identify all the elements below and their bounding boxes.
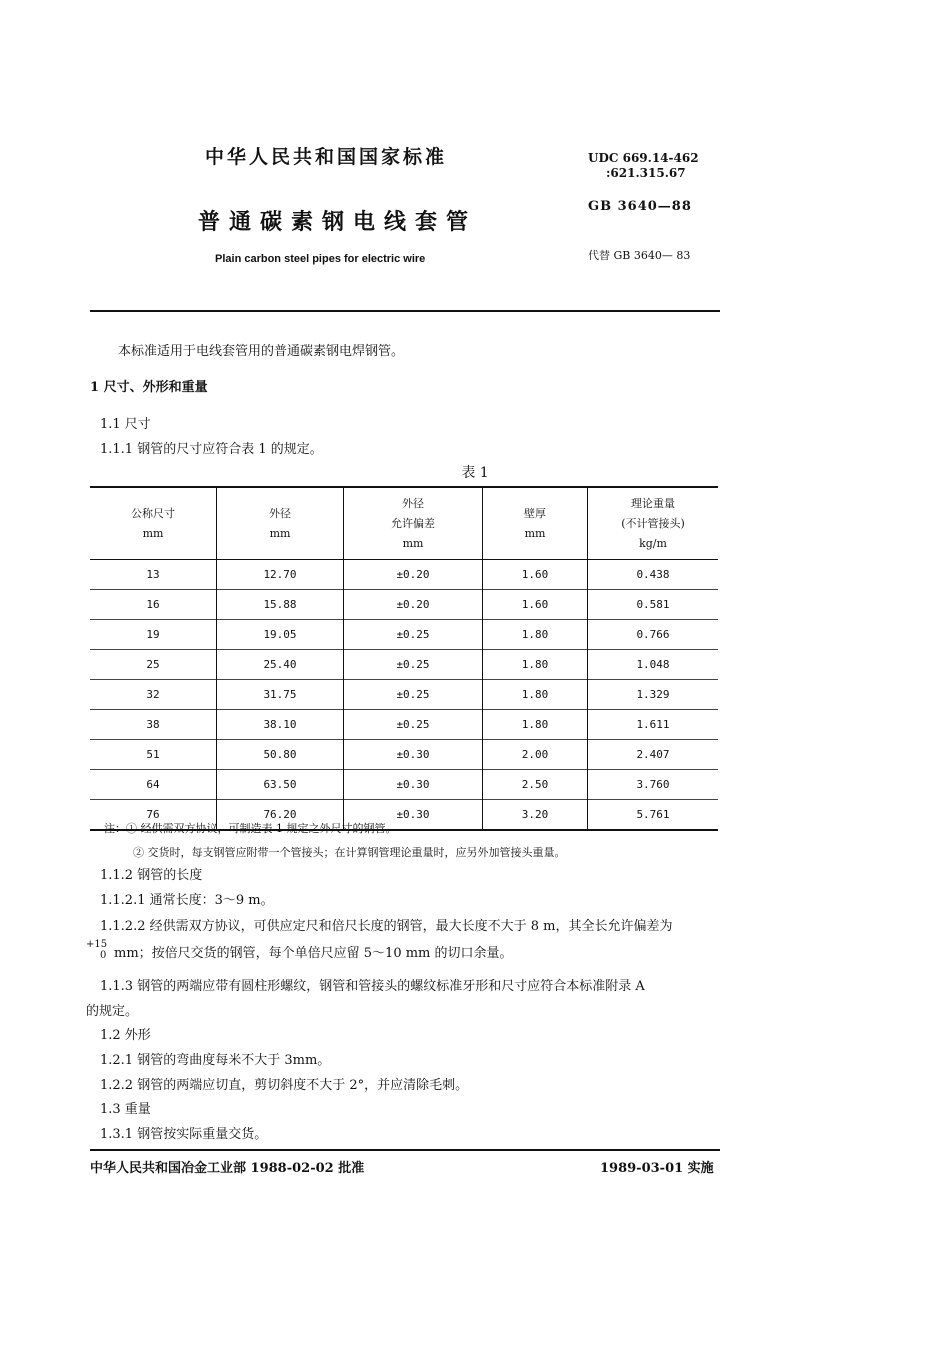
table-cell: ±0.30 bbox=[344, 770, 483, 800]
table-cell: 5.761 bbox=[588, 800, 719, 831]
header-line: 公称尺寸 bbox=[131, 506, 175, 520]
table-cell: 0.438 bbox=[588, 560, 719, 590]
section-1-1-1-text: 1.1.1 钢管的尺寸应符合表 1 的规定。 bbox=[100, 442, 323, 457]
header-line: mm bbox=[402, 536, 424, 550]
col-header-od-tolerance bbox=[344, 487, 483, 560]
header-line: mm bbox=[269, 526, 291, 540]
table-cell: 12.70 bbox=[217, 560, 344, 590]
section-1-2-heading: 1.2 外形 bbox=[100, 1028, 151, 1043]
table-cell: 25 bbox=[90, 650, 217, 680]
approval-note: 中华人民共和国冶金工业部 1988-02-02 批准 bbox=[90, 1161, 365, 1176]
table-cell: 51 bbox=[90, 740, 217, 770]
header-line: mm bbox=[524, 526, 546, 540]
table-cell: ±0.20 bbox=[344, 560, 483, 590]
table-note-2: ② 交货时，每支钢管应附带一个管接头；在计算钢管理论重量时，应另外加管接头重量。 bbox=[133, 846, 566, 859]
table-cell: 19.05 bbox=[217, 620, 344, 650]
table-row bbox=[90, 590, 718, 620]
header-line: 允许偏差 bbox=[391, 516, 435, 530]
section-1-3-1-text: 1.3.1 钢管按实际重量交货。 bbox=[100, 1127, 268, 1142]
table-cell: 19 bbox=[90, 620, 217, 650]
section-1-heading: 1 尺寸、外形和重量 bbox=[90, 380, 208, 395]
table-header-row bbox=[90, 487, 718, 560]
table-row bbox=[90, 650, 718, 680]
table-row bbox=[90, 710, 718, 740]
table-cell: 1.329 bbox=[588, 680, 719, 710]
table-cell: 38.10 bbox=[217, 710, 344, 740]
section-1-1-3-continued: 的规定。 bbox=[86, 1004, 139, 1019]
table-cell: 76 bbox=[90, 800, 217, 831]
section-1-3-heading: 1.3 重量 bbox=[100, 1102, 151, 1117]
header-line: 外径 bbox=[269, 506, 291, 520]
table-cell: 76.20 bbox=[217, 800, 344, 831]
table-cell: 0.581 bbox=[588, 590, 719, 620]
table-cell: 1.611 bbox=[588, 710, 719, 740]
table-caption: 表 1 bbox=[461, 465, 489, 481]
header-line: 壁厚 bbox=[524, 506, 546, 520]
table-cell: 1.60 bbox=[483, 590, 588, 620]
table-cell: ±0.20 bbox=[344, 590, 483, 620]
table-cell: ±0.30 bbox=[344, 740, 483, 770]
header-rule bbox=[90, 310, 720, 312]
col-header-nominal-size bbox=[90, 487, 217, 560]
section-1-1-2-heading: 1.1.2 钢管的长度 bbox=[100, 868, 203, 883]
col-header-theoretical-weight bbox=[588, 487, 719, 560]
section-1-1-2-1-text: 1.1.2.1 通常长度：3～9 m。 bbox=[100, 893, 274, 908]
table-cell: ±0.30 bbox=[344, 800, 483, 831]
table-row bbox=[90, 620, 718, 650]
table-cell: 15.88 bbox=[217, 590, 344, 620]
document-title-en: Plain carbon steel pipes for electric wire bbox=[215, 253, 426, 265]
table-cell: 1.60 bbox=[483, 560, 588, 590]
udc-code-line2: :621.315.67 bbox=[606, 166, 686, 180]
table-cell: 3.760 bbox=[588, 770, 719, 800]
footer-rule bbox=[90, 1149, 720, 1151]
col-header-wall-thickness bbox=[483, 487, 588, 560]
gb-number: GB 3640—88 bbox=[588, 199, 692, 214]
table-cell: 2.407 bbox=[588, 740, 719, 770]
table-cell: 2.50 bbox=[483, 770, 588, 800]
section-1-1-heading: 1.1 尺寸 bbox=[100, 417, 151, 432]
table-cell: 3.20 bbox=[483, 800, 588, 831]
col-header-outer-diameter bbox=[217, 487, 344, 560]
header-line: 理论重量 bbox=[631, 496, 675, 510]
table-cell: 38 bbox=[90, 710, 217, 740]
tolerance-plus: +15 bbox=[86, 939, 108, 950]
table-row bbox=[90, 770, 718, 800]
table-note-1: 注：① 经供需双方协议，可制造表 1 规定之外尺寸的钢管。 bbox=[104, 822, 397, 835]
section-1-1-3-text: 1.1.3 钢管的两端应带有圆柱形螺纹，钢管和管接头的螺纹标准牙形和尺寸应符合本标准附录 A bbox=[100, 979, 645, 994]
section-1-1-2-2-text: 1.1.2.2 经供需双方协议，可供应定尺和倍尺长度的钢管，最大长度不大于 8 m，其全长允许偏差为 bbox=[100, 919, 673, 934]
table-cell: 16 bbox=[90, 590, 217, 620]
replaces-note: 代替 GB 3640— 83 bbox=[588, 249, 691, 262]
section-1-2-2-text: 1.2.2 钢管的两端应切直，剪切斜度不大于 2°，并应清除毛刺。 bbox=[100, 1078, 469, 1093]
header-line: (不计管接头) bbox=[621, 516, 685, 530]
document-title-cn: 普通碳素钢电线套管 bbox=[198, 209, 478, 235]
table-cell: ±0.25 bbox=[344, 710, 483, 740]
table-cell: 0.766 bbox=[588, 620, 719, 650]
table-cell: 1.048 bbox=[588, 650, 719, 680]
table-row bbox=[90, 680, 718, 710]
section-1-2-1-text: 1.2.1 钢管的弯曲度每米不大于 3mm。 bbox=[100, 1053, 331, 1068]
header-line: mm bbox=[142, 526, 164, 540]
table-cell: 2.00 bbox=[483, 740, 588, 770]
dimensions-table bbox=[90, 486, 718, 831]
table-cell: 50.80 bbox=[217, 740, 344, 770]
table-cell: 1.80 bbox=[483, 710, 588, 740]
table-row bbox=[90, 740, 718, 770]
table-cell: ±0.25 bbox=[344, 620, 483, 650]
table-cell: 13 bbox=[90, 560, 217, 590]
header-line: kg/m bbox=[639, 536, 667, 550]
table-cell: ±0.25 bbox=[344, 680, 483, 710]
tolerance-zero: 0 bbox=[100, 950, 107, 961]
table-cell: 1.80 bbox=[483, 650, 588, 680]
table-cell: 32 bbox=[90, 680, 217, 710]
section-1-1-2-2-continued: mm；按倍尺交货的钢管，每个单倍尺应留 5～10 mm 的切口余量。 bbox=[114, 946, 513, 961]
table-cell: 64 bbox=[90, 770, 217, 800]
table-cell: 1.80 bbox=[483, 680, 588, 710]
table-cell: 25.40 bbox=[217, 650, 344, 680]
effective-date: 1989-03-01 实施 bbox=[600, 1161, 714, 1176]
table-row bbox=[90, 560, 718, 590]
udc-code-line1: UDC 669.14-462 bbox=[588, 151, 699, 165]
standard-org: 中华人民共和国国家标准 bbox=[205, 146, 448, 168]
table-cell: 31.75 bbox=[217, 680, 344, 710]
table-cell: 1.80 bbox=[483, 620, 588, 650]
table-cell: 63.50 bbox=[217, 770, 344, 800]
scope-text: 本标准适用于电线套管用的普通碳素钢电焊钢管。 bbox=[118, 344, 405, 359]
header-line: 外径 bbox=[402, 496, 424, 510]
tolerance-fraction bbox=[86, 939, 107, 961]
table-cell: ±0.25 bbox=[344, 650, 483, 680]
